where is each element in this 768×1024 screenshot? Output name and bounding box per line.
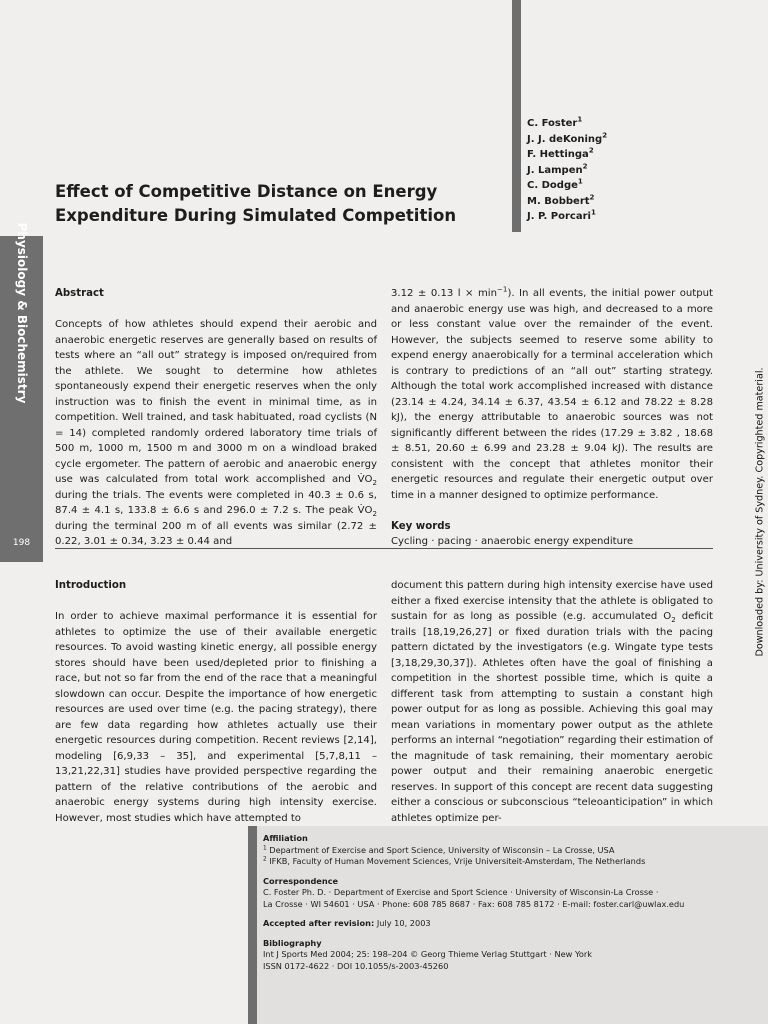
footer-panel-bar	[248, 826, 257, 1024]
keywords-text: Cycling · pacing · anaerobic energy expenditure	[391, 536, 634, 547]
abstract-text: Concepts of how athletes should expend their aerobic and anaerobic energetic reserves are generally based on results of tests where an “all out” strategy is imposed on/required from the athlete. We sought to determine how athletes spontaneously expend their energetic reserves when the only instruction was to finish the event in minimal time, as in competition. Well trained, and task habituated, road cyclists (N = 14) completed randomly ordered laboratory time trials of 500 m, 1000 m, 1500 m and 3000 m on a windload braked cycle ergometer. The pattern of aerobic and anaerobic energy use was calculated from total work accomplished and $V̇O_2$ during the trials. The events were completed in 40.3 ± 0.6 s, 87.4 ± 4.1 s, 133.8 ± 6.6 s and 296.0 ± 7.2 s. The peak $V̇O_2$ during the terminal 200 m of all events was similar (2.72 ± 0.22, 3.01 ± 0.34, 3.23 ± 0.44 and	[55, 319, 377, 547]
article-title: Effect of Competitive Distance on Energy Expenditure During Simulated Competition	[55, 182, 457, 225]
footer-content	[263, 833, 684, 972]
section-tab-label: Physiology & Biochemistry	[15, 222, 29, 404]
author-item: C. Foster$^1$	[527, 115, 583, 129]
affiliation-line: $^1$ Department of Exercise and Sport Science, University of Wisconsin – La Crosse, USA	[263, 844, 615, 855]
bibliography-line: ISSN 0172-4622 · DOI 10.1055/s-2003-45260	[263, 960, 449, 971]
abstract-column-right	[391, 286, 713, 550]
affiliation-heading: Affiliation	[263, 833, 308, 843]
abstract-heading: Abstract	[55, 288, 104, 299]
abstract-column-left	[55, 286, 377, 550]
accepted-line: Accepted after revision: July 10, 2003	[263, 918, 431, 928]
introduction-heading: Introduction	[55, 580, 127, 591]
author-item: J. P. Porcari$^1$	[527, 208, 596, 222]
intro-column-left	[55, 578, 377, 826]
author-item: F. Hettinga$^2$	[527, 146, 594, 160]
affiliation-line: $^2$ IFKB, Faculty of Human Movement Sciences, Vrije Universiteit-Amsterdam, The Netherlands	[263, 856, 646, 866]
author-item: M. Bobbert$^2$	[527, 193, 595, 207]
correspondence-heading: Correspondence	[263, 875, 339, 886]
author-list	[527, 116, 607, 225]
section-tab	[0, 222, 43, 562]
author-item: J. J. deKoning$^2$	[527, 131, 608, 145]
correspondence-line: C. Foster Ph. D. · Department of Exercise and Sport Science · University of Wisconsin-La Crosse ·	[263, 887, 659, 897]
section-divider	[55, 548, 713, 549]
abstract-text-continued: 3.12 ± 0.13 $l \times \min^{-1}$). In all events, the initial power output and anaerobic energy use was high, and decreased to a more or less constant value over the remainder of the event. However, the subjects seemed to reserve some ability to expend energy anaerobically for a terminal acceleration which is contrary to predictions of an “all out” starting strategy. Although the total work accomplished increased with distance (23.14 ± 4.24, 34.14 ± 6.37, 43.54 ± 6.12 and 78.22 ± 8.28 kJ), the energy attributable to anaerobic sources was not significantly different between the rides (17.29 ± 3.82 , 18.68 ± 8.51, 20.60 ± 6.99 and 23.28 ± 9.04 kJ). The results are consistent with the concept that athletes monitor their energetic resources and regulate their energetic output over time in a manner designed to optimize performance.	[391, 284, 714, 501]
bibliography-line: Int J Sports Med 2004; 25: 198–204 © Georg Thieme Verlag Stuttgart · New York	[263, 949, 592, 959]
bibliography-heading: Bibliography	[263, 937, 322, 948]
download-notice: Downloaded by: University of Sydney. Copyrighted material.	[754, 367, 766, 657]
author-item: C. Dodge$^1$	[527, 177, 583, 191]
header-divider-bar	[512, 0, 521, 232]
introduction-text-continued: document this pattern during high intensity exercise have used either a fixed exercise intensity that the athlete is obligated to sustain for as long as possible (e.g. accumulated $O_2$ deficit trails [18,19,26,27] or fixed duration trials with the pacing pattern dictated by the investigators (e.g. Wingate type tests [3,18,29,30,37]). Athletes often have the goal of finishing a competition in the shortest possible time, which is quite a different task from attempting to sustain a constant high power output for as long as possible. Achieving this goal may mean variations in momentary power output as the athlete performs an internal “negotiation” regarding their estimation of the magnitude of task remaining, their momentary aerobic power output and their remaining anaerobic energetic reserves. In support of this concept are recent data suggesting either a conscious or subconscious “teleoanticipation” in which athletes optimize per-	[391, 580, 714, 824]
author-item: J. Lampen$^2$	[527, 162, 588, 176]
intro-column-right	[391, 578, 713, 826]
correspondence-line: La Crosse · WI 54601 · USA · Phone: 608 785 8687 · Fax: 608 785 8172 · E-mail: foster.carl@uwlax.edu	[263, 898, 685, 909]
page-number: 198	[12, 538, 31, 548]
introduction-text: In order to achieve maximal performance it is essential for athletes to optimize the use of their available energetic resources. To avoid wasting kinetic energy, all possible energy stores should have been used/depleted prior to finishing a race, but not so far from the end of the race that a meaningful slowdown can occur. Despite the importance of how energetic resources are used over time (e.g. the pacing strategy), there are few data regarding how athletes actually use their energetic resources during competition. Recent reviews [2,14], modeling [6,9,33 – 35], and experimental [5,7,8,11 – 13,21,22,31] studies have provided perspective regarding the pattern of the relative contributions of the aerobic and anaerobic energy systems during high intensity exercise. However, most studies which have attempted to	[55, 611, 377, 824]
keywords-heading: Key words	[391, 520, 451, 532]
